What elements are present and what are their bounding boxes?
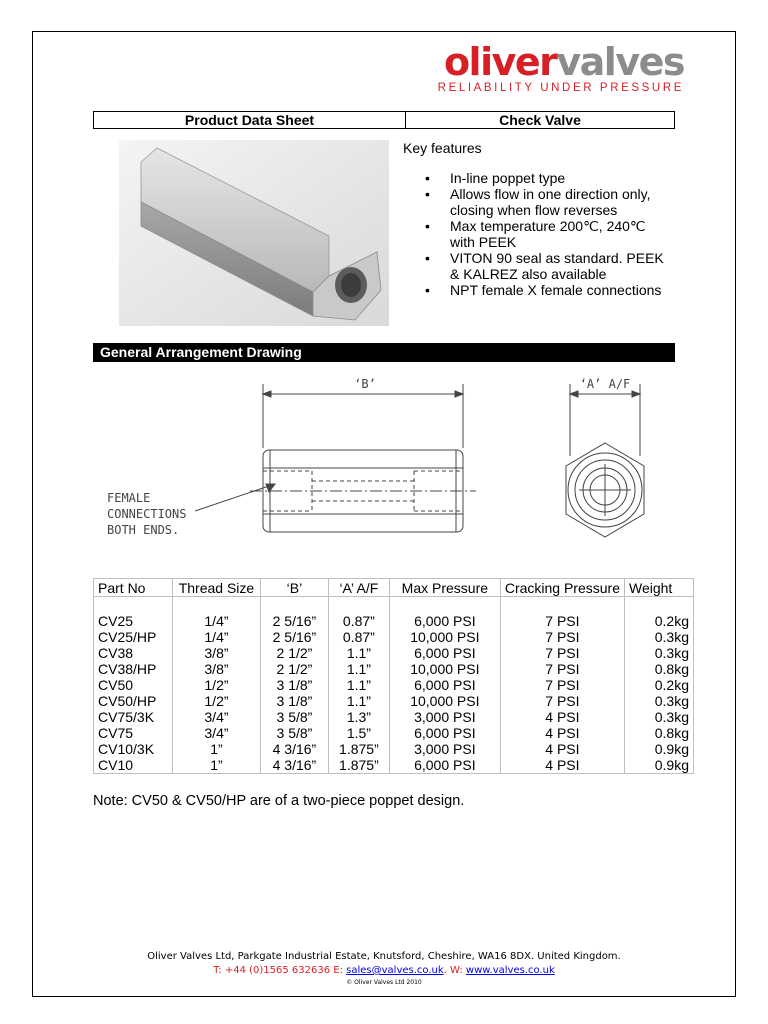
cell-crack: 7 PSI bbox=[500, 613, 624, 629]
bullet-icon: • bbox=[425, 250, 430, 266]
feature-item bbox=[403, 282, 683, 298]
features-list bbox=[403, 170, 683, 298]
bullet-icon: • bbox=[425, 170, 430, 186]
cell-max: 10,000 PSI bbox=[389, 693, 500, 709]
table-row bbox=[94, 677, 694, 693]
section-title-bar: General Arrangement Drawing bbox=[93, 343, 675, 362]
cell-max: 6,000 PSI bbox=[389, 645, 500, 661]
cell-b: 2 5/16” bbox=[260, 613, 328, 629]
dim-a-label: ‘A’ A/F bbox=[579, 377, 631, 391]
table-header-row bbox=[94, 579, 694, 597]
cell-thread: 1/2” bbox=[172, 677, 260, 693]
cell-thread: 1/4” bbox=[172, 629, 260, 645]
logo-tagline: RELIABILITY UNDER PRESSURE bbox=[437, 82, 684, 94]
col-b: ‘B’ bbox=[260, 579, 328, 597]
cell-max: 6,000 PSI bbox=[389, 757, 500, 774]
cell-a: 0.87” bbox=[328, 613, 389, 629]
cell-part: CV38/HP bbox=[94, 661, 173, 677]
cell-weight: 0.9kg bbox=[624, 757, 693, 774]
table-row bbox=[94, 757, 694, 774]
cell-b: 3 1/8” bbox=[260, 677, 328, 693]
col-thread-size: Thread Size bbox=[172, 579, 260, 597]
cell-thread: 1” bbox=[172, 757, 260, 774]
cell-max: 6,000 PSI bbox=[389, 677, 500, 693]
table-row bbox=[94, 741, 694, 757]
feature-item bbox=[403, 170, 683, 186]
logo-wordmark bbox=[438, 40, 684, 84]
table-row bbox=[94, 693, 694, 709]
dim-b-label: ‘B’ bbox=[354, 377, 376, 391]
cell-a: 1.1” bbox=[328, 661, 389, 677]
cell-b: 3 5/8” bbox=[260, 725, 328, 741]
company-logo bbox=[438, 40, 684, 94]
footer-contacts bbox=[0, 964, 768, 978]
cell-thread: 1/2” bbox=[172, 693, 260, 709]
cell-b: 4 3/16” bbox=[260, 757, 328, 774]
cell-part: CV50 bbox=[94, 677, 173, 693]
product-name-label: Check Valve bbox=[499, 112, 581, 128]
logo-word-oliver: oliver bbox=[443, 40, 557, 84]
table-row bbox=[94, 629, 694, 645]
feature-item bbox=[403, 250, 683, 282]
end-view bbox=[566, 384, 644, 537]
cell-weight: 0.2kg bbox=[624, 677, 693, 693]
cell-a: 1.1” bbox=[328, 645, 389, 661]
cell-crack: 7 PSI bbox=[500, 677, 624, 693]
cell-b: 2 1/2” bbox=[260, 645, 328, 661]
cell-max: 6,000 PSI bbox=[389, 613, 500, 629]
col-weight: Weight bbox=[624, 579, 693, 597]
cell-b: 2 1/2” bbox=[260, 661, 328, 677]
cell-part: CV75/3K bbox=[94, 709, 173, 725]
cell-a: 0.87” bbox=[328, 629, 389, 645]
design-note: Note: CV50 & CV50/HP are of a two-piece poppet design. bbox=[93, 793, 465, 809]
cell-a: 1.5” bbox=[328, 725, 389, 741]
cell-a: 1.875” bbox=[328, 757, 389, 774]
cell-weight: 0.8kg bbox=[624, 661, 693, 677]
email-label: E: bbox=[333, 965, 343, 976]
cell-max: 10,000 PSI bbox=[389, 629, 500, 645]
cell-part: CV10/3K bbox=[94, 741, 173, 757]
feature-text-cont: closing when flow reverses bbox=[450, 202, 618, 218]
cell-weight: 0.3kg bbox=[624, 629, 693, 645]
cell-max: 6,000 PSI bbox=[389, 725, 500, 741]
feature-text: NPT female X female connections bbox=[450, 282, 662, 298]
table-row bbox=[94, 613, 694, 629]
bullet-icon: • bbox=[425, 186, 430, 202]
cell-thread: 1/4” bbox=[172, 613, 260, 629]
tel-number: +44 (0)1565 632636 bbox=[224, 965, 331, 976]
cell-part: CV50/HP bbox=[94, 693, 173, 709]
cell-b: 3 1/8” bbox=[260, 693, 328, 709]
drawing-note-line2: CONNECTIONS bbox=[107, 507, 187, 521]
feature-text-cont: & KALREZ also available bbox=[450, 266, 607, 282]
features-title: Key features bbox=[403, 140, 482, 156]
cell-thread: 3/4” bbox=[172, 725, 260, 741]
cell-part: CV25/HP bbox=[94, 629, 173, 645]
cell-part: CV38 bbox=[94, 645, 173, 661]
col-a: ‘A’ A/F bbox=[328, 579, 389, 597]
cell-crack: 4 PSI bbox=[500, 725, 624, 741]
cell-weight: 0.8kg bbox=[624, 725, 693, 741]
bullet-icon: • bbox=[425, 218, 430, 234]
table-row bbox=[94, 709, 694, 725]
cell-b: 2 5/16” bbox=[260, 629, 328, 645]
product-photo bbox=[119, 140, 389, 326]
cell-weight: 0.3kg bbox=[624, 709, 693, 725]
cell-b: 4 3/16” bbox=[260, 741, 328, 757]
cell-thread: 1” bbox=[172, 741, 260, 757]
cell-part: CV25 bbox=[94, 613, 173, 629]
feature-text: Allows flow in one direction only, bbox=[450, 186, 651, 202]
copyright: © Oliver Valves Ltd 2010 bbox=[346, 979, 422, 986]
cell-max: 10,000 PSI bbox=[389, 661, 500, 677]
cell-weight: 0.3kg bbox=[624, 693, 693, 709]
cell-crack: 7 PSI bbox=[500, 645, 624, 661]
col-max-pressure: Max Pressure bbox=[389, 579, 500, 597]
table-row bbox=[94, 645, 694, 661]
cell-thread: 3/4” bbox=[172, 709, 260, 725]
separator-dot: . bbox=[443, 965, 447, 976]
feature-text: Max temperature 200℃, 240℃ bbox=[450, 218, 646, 234]
table-spacer-row bbox=[94, 597, 694, 614]
cell-a: 1.875” bbox=[328, 741, 389, 757]
cell-crack: 4 PSI bbox=[500, 741, 624, 757]
cell-thread: 3/8” bbox=[172, 645, 260, 661]
table-row bbox=[94, 661, 694, 677]
tel-label: T: bbox=[213, 965, 222, 976]
cell-weight: 0.9kg bbox=[624, 741, 693, 757]
cell-weight: 0.3kg bbox=[624, 645, 693, 661]
footer bbox=[0, 950, 768, 988]
cell-crack: 7 PSI bbox=[500, 661, 624, 677]
side-view bbox=[195, 384, 476, 532]
footer-address: Oliver Valves Ltd, Parkgate Industrial Estate, Knutsford, Cheshire, WA16 8DX. United Kingdom. bbox=[147, 951, 621, 962]
feature-item bbox=[403, 218, 683, 250]
drawing-note-line1: FEMALE bbox=[107, 491, 151, 505]
feature-text: In-line poppet type bbox=[450, 170, 566, 186]
cell-part: CV10 bbox=[94, 757, 173, 774]
cell-weight: 0.2kg bbox=[624, 613, 693, 629]
cell-crack: 7 PSI bbox=[500, 629, 624, 645]
col-part-no: Part No bbox=[94, 579, 173, 597]
cell-crack: 4 PSI bbox=[500, 709, 624, 725]
cell-thread: 3/8” bbox=[172, 661, 260, 677]
web-label: W: bbox=[450, 965, 463, 976]
cell-max: 3,000 PSI bbox=[389, 709, 500, 725]
doc-type-label: Product Data Sheet bbox=[94, 112, 406, 128]
feature-text-cont: with PEEK bbox=[450, 234, 517, 250]
table-row bbox=[94, 725, 694, 741]
cell-a: 1.3” bbox=[328, 709, 389, 725]
arrangement-drawing bbox=[100, 368, 680, 568]
feature-item bbox=[403, 186, 683, 218]
key-features bbox=[403, 140, 683, 298]
cell-part: CV75 bbox=[94, 725, 173, 741]
spec-table bbox=[93, 578, 694, 774]
cell-crack: 7 PSI bbox=[500, 693, 624, 709]
col-cracking-pressure: Cracking Pressure bbox=[500, 579, 624, 597]
cell-a: 1.1” bbox=[328, 677, 389, 693]
cell-crack: 4 PSI bbox=[500, 757, 624, 774]
drawing-note-line3: BOTH ENDS. bbox=[107, 523, 180, 537]
website-link[interactable]: www.valves.co.uk bbox=[465, 965, 555, 976]
email-link[interactable]: sales@valves.co.uk bbox=[346, 965, 444, 976]
cell-b: 3 5/8” bbox=[260, 709, 328, 725]
cell-max: 3,000 PSI bbox=[389, 741, 500, 757]
cell-a: 1.1” bbox=[328, 693, 389, 709]
feature-text: VITON 90 seal as standard. PEEK bbox=[450, 250, 664, 266]
header-bar bbox=[93, 111, 675, 129]
bullet-icon: • bbox=[425, 282, 430, 298]
logo-word-valves: valves bbox=[556, 40, 684, 84]
